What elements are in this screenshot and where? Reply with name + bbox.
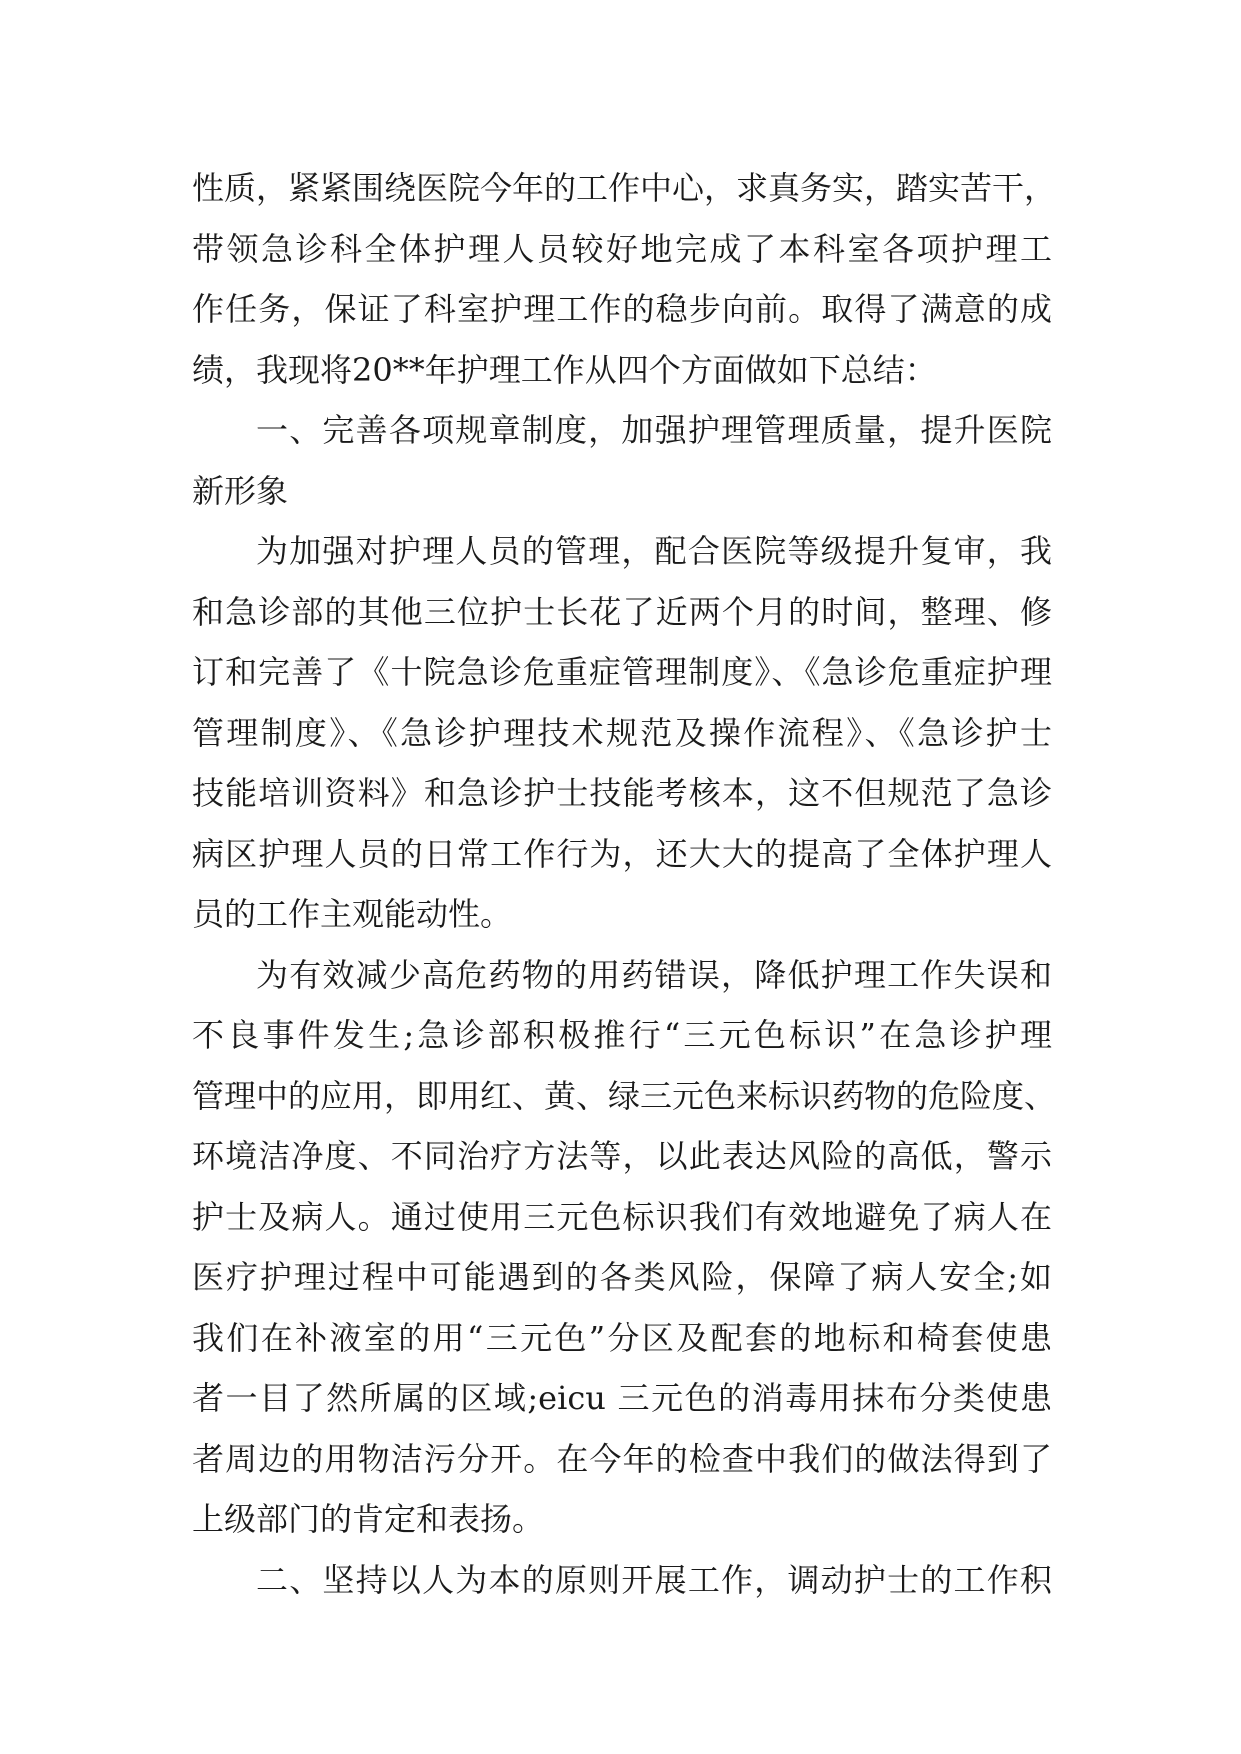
text-line: 带领急诊科全体护理人员较好地完成了本科室各项护理工 bbox=[192, 229, 1052, 268]
text-line: 者周边的用物洁污分开。在今年的检查中我们的做法得到了 bbox=[192, 1439, 1052, 1478]
text-line: 一、完善各项规章制度，加强护理管理质量，提升医院 bbox=[256, 411, 1052, 449]
text-line: 环境洁净度、不同治疗方法等，以此表达风险的高低，警示 bbox=[192, 1137, 1052, 1175]
text-line: 和急诊部的其他三位护士长花了近两个月的时间，整理、修 bbox=[192, 592, 1052, 631]
text-line: 技能培训资料》和急诊护士技能考核本，这不但规范了急诊 bbox=[192, 774, 1052, 812]
text-line: 为加强对护理人员的管理，配合医院等级提升复审，我 bbox=[256, 532, 1052, 570]
text-line: 不良事件发生;急诊部积极推行“三元色标识”在急诊护理 bbox=[192, 1016, 1052, 1054]
document-body bbox=[192, 158, 1057, 1610]
text-line: 作任务，保证了科室护理工作的稳步向前。取得了满意的成 bbox=[192, 290, 1052, 328]
text-line: 员的工作主观能动性。 bbox=[192, 895, 513, 933]
text-line: 病区护理人员的日常工作行为，还大大的提高了全体护理人 bbox=[192, 834, 1052, 873]
text-line: 新形象 bbox=[192, 471, 289, 510]
text-line: 绩，我现将20**年护理工作从四个方面做如下总结： bbox=[192, 350, 937, 389]
text-line: 为有效减少高危药物的用药错误，降低护理工作失误和 bbox=[256, 955, 1052, 994]
text-line: 我们在补液室的用“三元色”分区及配套的地标和椅套使患 bbox=[192, 1318, 1052, 1357]
text-line: 上级部门的肯定和表扬。 bbox=[192, 1500, 545, 1538]
text-line: 护士及病人。通过使用三元色标识我们有效地避免了病人在 bbox=[192, 1197, 1052, 1236]
text-line: 订和完善了《十院急诊危重症管理制度》、《急诊危重症护理 bbox=[192, 653, 1052, 691]
text-line: 者一目了然所属的区域;eicu 三元色的消毒用抹布分类使患 bbox=[192, 1379, 1052, 1417]
text-line: 管理制度》、《急诊护理技术规范及操作流程》、《急诊护士 bbox=[192, 713, 1052, 752]
text-line: 性质，紧紧围绕医院今年的工作中心，求真务实，踏实苦干， bbox=[192, 169, 1057, 207]
text-line: 管理中的应用，即用红、黄、绿三元色来标识药物的危险度、 bbox=[192, 1076, 1057, 1115]
text-line: 二、坚持以人为本的原则开展工作，调动护士的工作积 bbox=[256, 1560, 1052, 1599]
text-line: 医疗护理过程中可能遇到的各类风险，保障了病人安全;如 bbox=[192, 1258, 1052, 1296]
